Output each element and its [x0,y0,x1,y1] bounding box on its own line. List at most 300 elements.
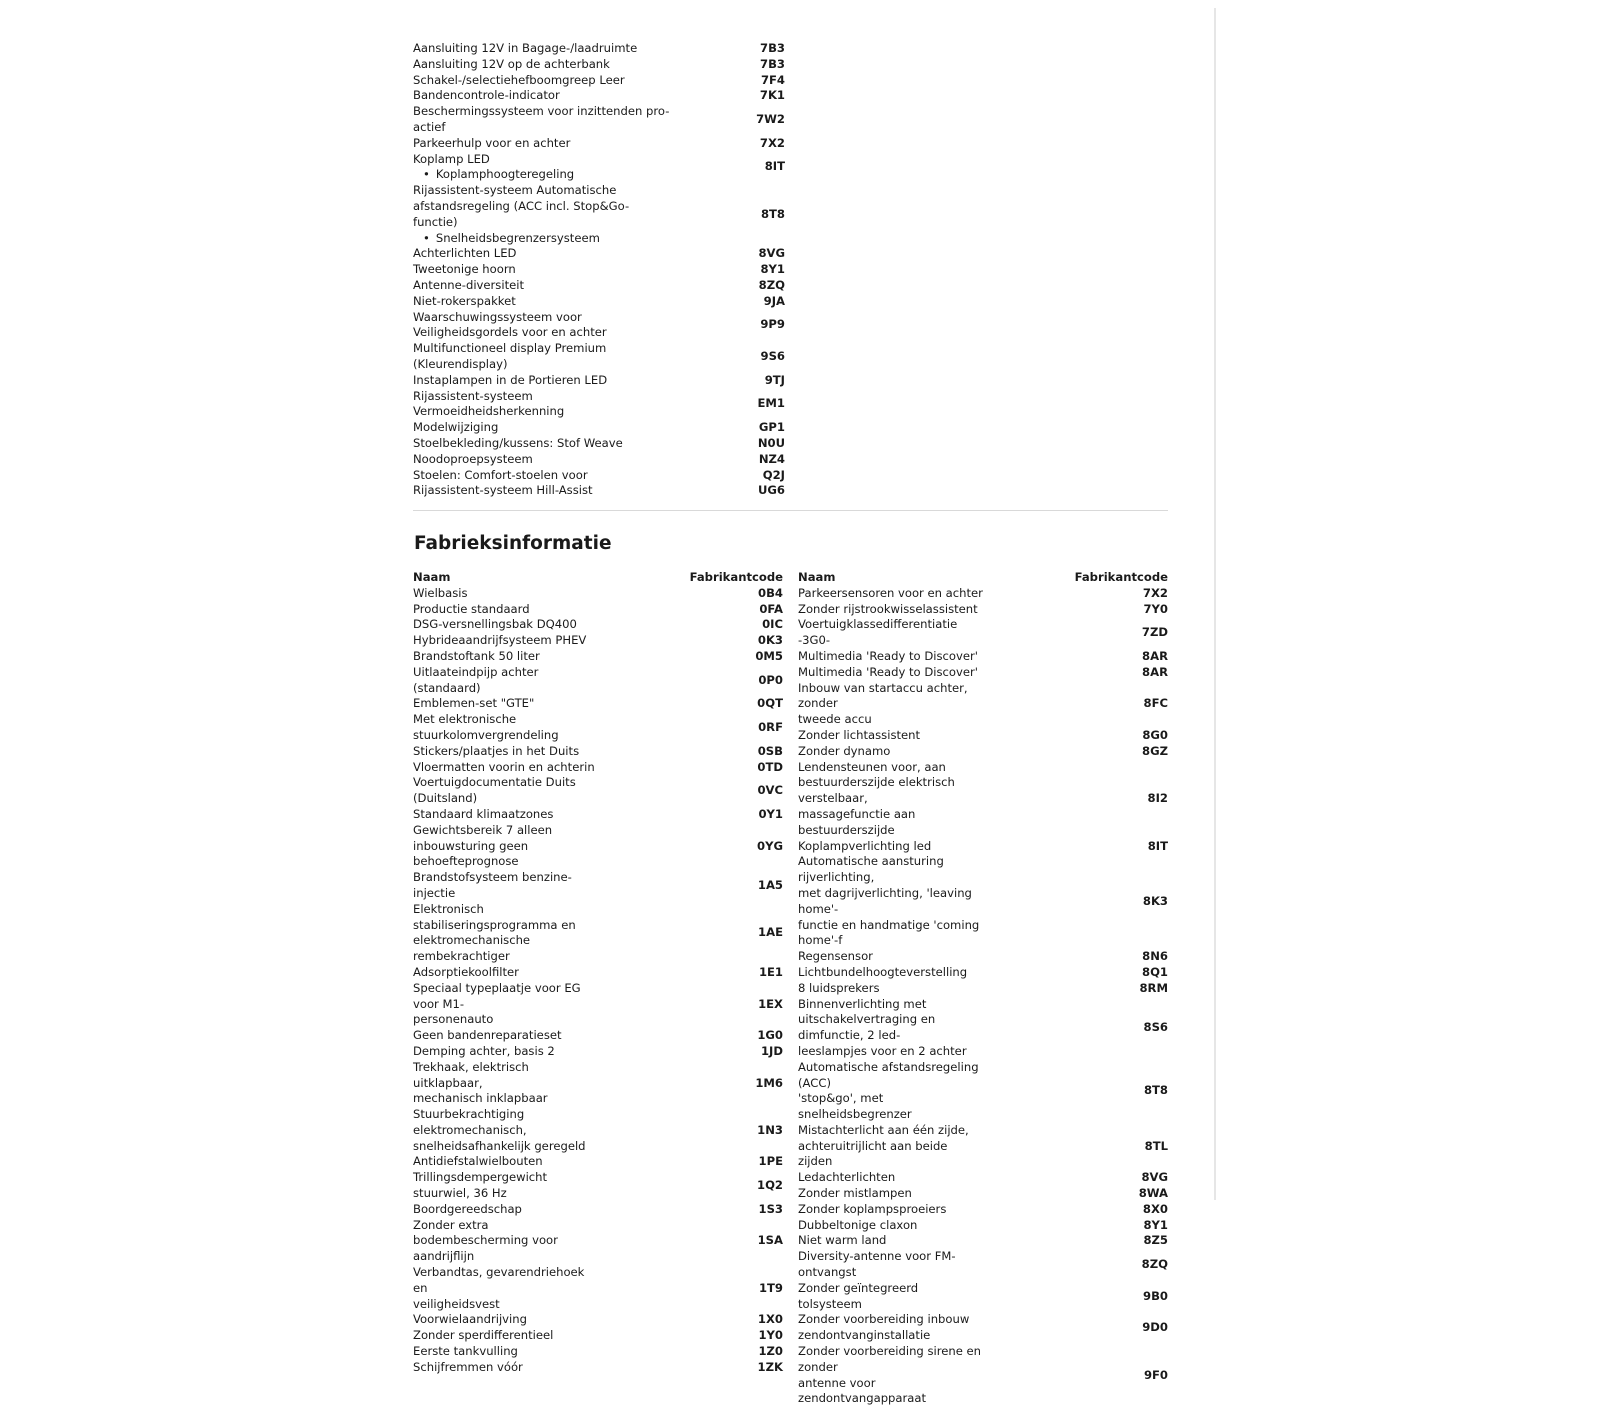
item-code: 1N3 [757,1122,783,1137]
table-row [798,1202,1168,1218]
table-row [798,854,1168,949]
item-name [413,452,703,468]
item-name-line: DSG-versnellingsbak DQ400 [413,617,577,632]
item-name [798,1123,983,1170]
item-code: 1T9 [758,1280,783,1295]
table-row [413,310,793,342]
item-name [413,965,598,981]
item-name [413,870,598,902]
item-code: 8Z5 [1143,1233,1168,1248]
item-name-line: Waarschuwingssysteem voor [413,309,582,324]
column-header-name: Naam [798,570,836,584]
item-name-line: Adsorptiekoolfilter [413,964,519,979]
item-name-line: zendontvanginstallatie [798,1328,931,1343]
table-row [798,981,1168,997]
table-row [798,965,1168,981]
factory-table-right [798,570,1168,1407]
table-row [413,744,783,760]
table-row [798,649,1168,665]
table-row [413,1360,783,1376]
item-name [413,1028,598,1044]
table-row [798,1060,1168,1123]
item-name-line: Aansluiting 12V op de achterbank [413,56,610,71]
item-name-line: snelheidsafhankelijk geregeld [413,1138,586,1153]
item-name-line: Zonder koplampsproeiers [798,1201,947,1216]
item-name-line: Brandstoftank 50 liter [413,648,540,663]
item-code: 0IC [762,617,783,632]
item-name-line: Rijassistent-systeem Hill-Assist [413,483,593,498]
item-name [798,997,983,1060]
item-name [413,420,703,436]
item-name-line: Koplampverlichting led [798,838,932,853]
item-code: 8G0 [1142,727,1168,742]
table-row [798,665,1168,681]
item-name [798,586,983,602]
item-name-line: achteruitrijlicht aan beide zijden [798,1138,948,1169]
item-name [413,436,703,452]
item-name-line: Rijassistent-systeem Automatische [413,183,617,198]
item-name-line: Diversity-antenne voor FM-ontvangst [798,1249,956,1280]
item-name-line: Ledachterlichten [798,1170,896,1185]
item-name-line: massagefunctie aan bestuurderszijde [798,806,916,837]
item-name-line: Voertuigdocumentatie Duits (Duitsland) [413,775,576,806]
table-row [798,617,1168,649]
item-code: 8VG [1141,1170,1168,1185]
item-code: UG6 [758,483,785,498]
item-name-line: Schijfremmen vóór [413,1359,523,1374]
item-name-line: tweede accu [798,712,872,727]
item-code: 1PE [758,1154,783,1169]
item-name [798,839,983,855]
item-name-line: functie en handmatige 'coming home'-f [798,917,980,948]
table-row [413,696,783,712]
item-code: GP1 [758,420,785,435]
item-name-line: Demping achter, basis 2 [413,1043,555,1058]
table-row [798,744,1168,760]
table-row [413,294,793,310]
item-name-line: actief [413,119,446,134]
table-row [413,41,793,57]
item-name-line: Voorwielaandrijving [413,1312,527,1327]
item-name [413,712,598,744]
item-name [413,633,598,649]
item-code: 1S3 [758,1201,783,1216]
section-divider [413,510,1168,511]
item-code: 8GZ [1142,743,1168,758]
item-name-line: Stoelen: Comfort-stoelen voor [413,467,588,482]
item-name [413,1170,598,1202]
item-name [413,1202,598,1218]
item-code: 8RM [1139,980,1168,995]
item-code: 9JA [763,293,785,308]
item-name [798,665,983,681]
section-title: Fabrieksinformatie [414,533,612,554]
item-name [413,246,703,262]
item-name [413,696,598,712]
item-name [413,1060,598,1107]
item-code: 9S6 [760,349,785,364]
item-name-line: Trillingsdempergewicht stuurwiel, 36 Hz [413,1170,548,1201]
item-name [413,1154,598,1170]
item-code: 8N6 [1142,949,1168,964]
item-name [413,104,703,136]
table-header-row [798,570,1168,586]
item-name-line: Koplamp LED [413,151,490,166]
item-name-line: Stoelbekleding/kussens: Stof Weave [413,435,623,450]
table-row [798,760,1168,839]
table-row [413,1344,783,1360]
item-code: 0M5 [755,648,783,663]
item-name-line: Standaard klimaatzones [413,806,554,821]
table-row [413,602,783,618]
item-code: EM1 [757,396,785,411]
item-name-line: afstandsregeling (ACC incl. Stop&Go- [413,198,630,213]
item-name [798,1218,983,1234]
item-code: 0P0 [758,672,783,687]
item-code: 1JD [760,1043,783,1058]
item-code: 0QT [757,696,783,711]
item-code: 9F0 [1143,1367,1168,1382]
table-row [413,649,783,665]
item-code: 0RF [758,720,783,735]
item-name [413,981,598,1028]
item-name [413,152,703,184]
table-row [413,468,793,484]
table-row [413,1044,783,1060]
item-name-line: Zonder dynamo [798,743,891,758]
item-name-line: Stuurbekrachtiging elektromechanisch, [413,1107,527,1137]
table-row [413,1218,783,1265]
item-name-line: Verbandtas, gevarendriehoek en [413,1265,585,1295]
item-code: 8X0 [1142,1201,1168,1216]
item-name-line: antenne voor zendontvangapparaat [798,1375,927,1406]
item-code: 1SA [757,1233,783,1248]
item-name-line: Regensensor [798,949,873,964]
item-name-line: Zonder rijstrookwisselassistent [798,601,978,616]
column-header-name: Naam [413,570,451,584]
item-code: 8T8 [1143,1083,1168,1098]
item-code: 8ZQ [758,277,785,292]
item-name [413,1328,598,1344]
table-row [798,1312,1168,1344]
item-name-line: Multimedia 'Ready to Discover' [798,664,978,679]
item-name-line: Multimedia 'Ready to Discover' [798,648,978,663]
item-name [798,949,983,965]
item-code: N0U [757,435,785,450]
item-code: 1EX [758,996,783,1011]
item-name [798,728,983,744]
item-name [798,1202,983,1218]
table-row [798,949,1168,965]
item-code: 7B3 [760,41,785,55]
item-name-line: Veiligheidsgordels voor en achter [413,325,607,340]
item-code: 9TJ [764,372,785,387]
table-row [798,1123,1168,1170]
item-name-line: Beschermingssysteem voor inzittenden pro- [413,104,670,119]
item-name [413,902,598,965]
item-code: 8ZQ [1141,1257,1168,1272]
item-code: 8S6 [1143,1020,1168,1035]
item-name-line: Vloermatten voorin en achterin [413,759,595,774]
table-row [413,775,783,807]
table-row [413,1154,783,1170]
item-name-line: Automatische afstandsregeling (ACC) [798,1059,979,1090]
table-row [798,1170,1168,1186]
table-row [413,1202,783,1218]
item-code: 8Y1 [1143,1217,1168,1232]
item-code: 7Y0 [1143,601,1168,616]
table-row [413,73,793,89]
item-code: 0Y1 [758,806,783,821]
table-row [413,88,793,104]
item-name-line: behoefteprognose [413,854,519,869]
table-row [413,965,783,981]
table-row [798,586,1168,602]
table-row [413,246,793,262]
item-name [413,41,703,57]
table-row [413,823,783,870]
item-name-line: Noodoproepsysteem [413,451,533,466]
item-name-line: Boordgereedschap [413,1201,522,1216]
item-name-line: Hybrideaandrijfsysteem PHEV [413,633,587,648]
item-name-line: Wielbasis [413,585,468,600]
table-row [413,870,783,902]
item-code: 8I2 [1147,791,1168,806]
table-row [798,1249,1168,1281]
item-name-line: leeslampjes voor en 2 achter [798,1043,967,1058]
item-name-line: elektromechanische rembekrachtiger [413,933,531,964]
item-name [413,483,703,499]
item-name [413,57,703,73]
item-name-line: Rijassistent-systeem [413,388,533,403]
item-name-line: Emblemen-set "GTE" [413,696,535,711]
table-row [413,981,783,1028]
item-code: 7B3 [760,56,785,71]
item-name-line: met dagrijverlichting, 'leaving home'- [798,885,972,916]
item-name-line: Elektronisch stabiliseringsprogramma en [413,901,576,932]
item-name-line: Mistachterlicht aan één zijde, [798,1122,969,1137]
item-name [413,278,703,294]
table-row [798,1281,1168,1313]
item-code: NZ4 [758,451,785,466]
item-name-line: Zonder extra bodembescherming voor [413,1217,558,1248]
item-code: 1Z0 [758,1344,783,1359]
item-code: 9D0 [1142,1320,1168,1335]
item-name [413,602,598,618]
options-table [413,41,793,499]
item-name-line: Niet warm land [798,1233,887,1248]
item-name-line: Achterlichten LED [413,246,517,261]
item-name-line: Lichtbundelhoogteverstelling [798,964,968,979]
item-name [798,1170,983,1186]
item-code: 8TL [1144,1138,1168,1153]
table-row [798,997,1168,1060]
item-code: 1Q2 [757,1178,783,1193]
item-name-line: Inbouw van startaccu achter, zonder [798,680,968,711]
item-name-line: Antidiefstalwielbouten [413,1154,543,1169]
item-name-line: functie) [413,214,458,229]
item-name [413,665,598,697]
item-code: 8Q1 [1142,964,1168,979]
item-name [413,262,703,278]
item-code: 7K1 [759,88,785,103]
item-code: 8VG [758,246,785,261]
item-name [413,136,703,152]
item-name [413,807,598,823]
table-row [413,389,793,421]
item-name-line: Schakel-/selectiehefboomgreep Leer [413,72,625,87]
item-name-line: Uitlaateindpijp achter (standaard) [413,664,539,695]
item-name [413,389,703,421]
table-row [798,728,1168,744]
table-row [798,1344,1168,1407]
item-code: 1A5 [757,878,783,893]
item-code: 9B0 [1143,1288,1168,1303]
item-code: 7W2 [756,112,785,127]
table-row [413,617,783,633]
item-name-line: uitschakelvertraging en dimfunctie, 2 led- [798,1012,936,1043]
table-row [413,807,783,823]
table-row [413,586,783,602]
item-code: 8IT [1147,838,1168,853]
item-name [413,1360,598,1376]
item-code: 0TD [757,759,783,774]
item-code: 7F4 [760,72,785,87]
table-row [413,262,793,278]
item-code: 1M6 [755,1075,783,1090]
item-name [413,1265,598,1312]
item-name-line: veiligheidsvest [413,1296,500,1311]
item-name [798,744,983,760]
item-name-line: Multifunctioneel display Premium [413,341,607,356]
item-name-line: Eerste tankvulling [413,1344,518,1359]
item-name [413,760,598,776]
item-code: 8FC [1143,696,1168,711]
item-name-line: Zonder voorbereiding sirene en zonder [798,1344,982,1374]
table-header-row [413,570,783,586]
table-row [413,183,793,246]
item-code: 1E1 [758,964,783,979]
item-name [798,854,983,949]
item-name [798,617,983,649]
table-row [413,1060,783,1107]
item-code: 1X0 [757,1312,783,1327]
item-name-line: Gewichtsbereik 7 alleen inbouwsturing geen [413,822,553,853]
item-name [798,981,983,997]
table-row [413,712,783,744]
table-row [413,452,793,468]
item-name [798,1249,983,1281]
item-name-line: Bandencontrole-indicator [413,88,560,103]
item-name-line: Zonder voorbereiding inbouw [798,1312,970,1327]
item-name-line: Niet-rokerspakket [413,293,516,308]
item-name-line: Parkeerhulp voor en achter [413,135,571,150]
table-row [413,373,793,389]
item-name-line: 8 luidsprekers [798,980,880,995]
table-row [413,420,793,436]
item-name [798,1233,983,1249]
item-name [413,1107,598,1154]
item-name [798,760,983,839]
item-name-line: Met elektronische stuurkolomvergrendeling [413,712,559,742]
item-sub-bullet: • Koplamphoogteregeling [413,167,703,183]
item-name-line: personenauto [413,1012,494,1027]
page-edge-line [1214,8,1216,1200]
item-name-line: Zonder lichtassistent [798,727,921,742]
item-name-line: Trekhaak, elektrisch uitklapbaar, [413,1059,529,1090]
item-name-line: Brandstofsysteem benzine-injectie [413,870,572,900]
item-name-line: 'stop&go', met snelheidsbegrenzer [798,1091,912,1122]
item-name [798,681,983,728]
item-name-line: Lendensteunen voor, aan [798,759,946,774]
item-code: 1Y0 [758,1328,783,1343]
item-name [413,468,703,484]
item-name [798,1060,983,1123]
item-name [413,1044,598,1060]
item-name-line: Speciaal typeplaatje voor EG voor M1- [413,980,581,1011]
item-name [798,602,983,618]
item-name-line: (Kleurendisplay) [413,356,508,371]
item-sub-bullet: • Snelheidsbegrenzersysteem [413,231,703,247]
item-name-line: Stickers/plaatjes in het Duits [413,743,580,758]
table-row [413,278,793,294]
item-code: 8IT [764,159,785,174]
table-row [798,602,1168,618]
item-code: 0FA [759,601,783,616]
item-name-line: bestuurderszijde elektrisch verstelbaar, [798,775,955,806]
item-code: 7X2 [759,135,785,150]
item-code: 7X2 [1142,585,1168,600]
item-name [413,373,703,389]
item-name-line: Zonder sperdifferentieel [413,1328,554,1343]
table-row [413,633,783,649]
table-row [413,341,793,373]
item-name [413,183,703,246]
table-row [413,1328,783,1344]
item-code: 0B4 [758,585,783,600]
item-name-line: Voertuigklassedifferentiatie -3G0- [798,617,958,648]
item-code: 8AR [1142,664,1168,679]
column-header-code: Fabrikantcode [1074,570,1168,584]
table-row [413,1265,783,1312]
item-name [798,1312,983,1344]
table-row [798,839,1168,855]
item-code: 0SB [757,743,783,758]
item-code: 8T8 [760,206,785,221]
table-row [798,1218,1168,1234]
item-name [798,1281,983,1313]
table-row [413,136,793,152]
item-code: 8K3 [1142,893,1168,908]
item-code: 1AE [758,925,783,940]
table-row [413,483,793,499]
item-code: 0VC [757,783,783,798]
item-name [413,88,703,104]
table-row [798,1233,1168,1249]
factory-table-left [413,570,783,1376]
item-name [413,617,598,633]
item-code: 0YG [757,838,783,853]
table-row [413,760,783,776]
item-name-line: Modelwijziging [413,420,499,435]
table-row [413,1312,783,1328]
item-name-line: Instaplampen in de Portieren LED [413,372,608,387]
item-name-line: Zonder mistlampen [798,1186,912,1201]
table-row [413,436,793,452]
item-code: 9P9 [760,317,785,332]
item-name [798,1344,983,1407]
item-code: 1G0 [757,1028,783,1043]
